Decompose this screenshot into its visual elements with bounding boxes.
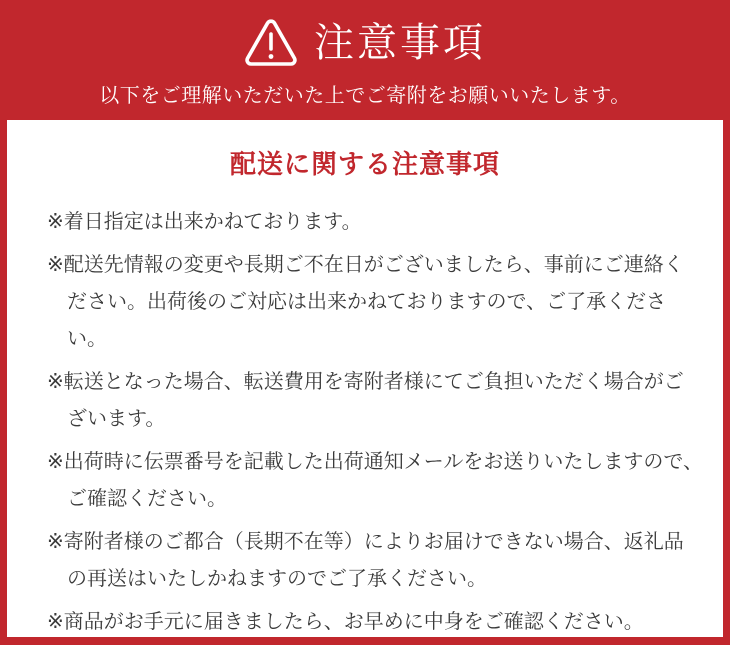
notes-list [47, 204, 703, 641]
section-title: 配送に関する注意事項 [229, 149, 500, 179]
warning-triangle-icon [244, 19, 298, 67]
note-item: ※転送となった場合、転送費用を寄附者様にてご負担いただく場合がございます。 [47, 371, 684, 430]
note-item: ※商品がお手元に届きましたら、お早めに中身をご確認ください。 [47, 611, 644, 633]
note-item: ※寄附者様のご都合（長期不在等）によりお届けできない場合、返礼品の再送はいたしかねますのでご了承ください。 [47, 531, 684, 590]
notice-content [7, 120, 723, 641]
note-item: ※出荷時に伝票番号を記載した出荷通知メールをお送りいたしますので、ご確認ください。 [47, 451, 703, 510]
notice-header-band [0, 0, 730, 120]
notice-subtitle: 以下をご理解いただいた上でご寄附をお願いいたします。 [99, 85, 631, 107]
notice-title-row [0, 18, 730, 68]
note-item: ※着日指定は出来かねております。 [47, 211, 362, 233]
notice-title: 注意事項 [314, 21, 486, 65]
note-item: ※配送先情報の変更や長期ご不在日がございましたら、事前にご連絡ください。出荷後のご対応は出来かねておりますので、ご了承ください。 [47, 254, 684, 350]
